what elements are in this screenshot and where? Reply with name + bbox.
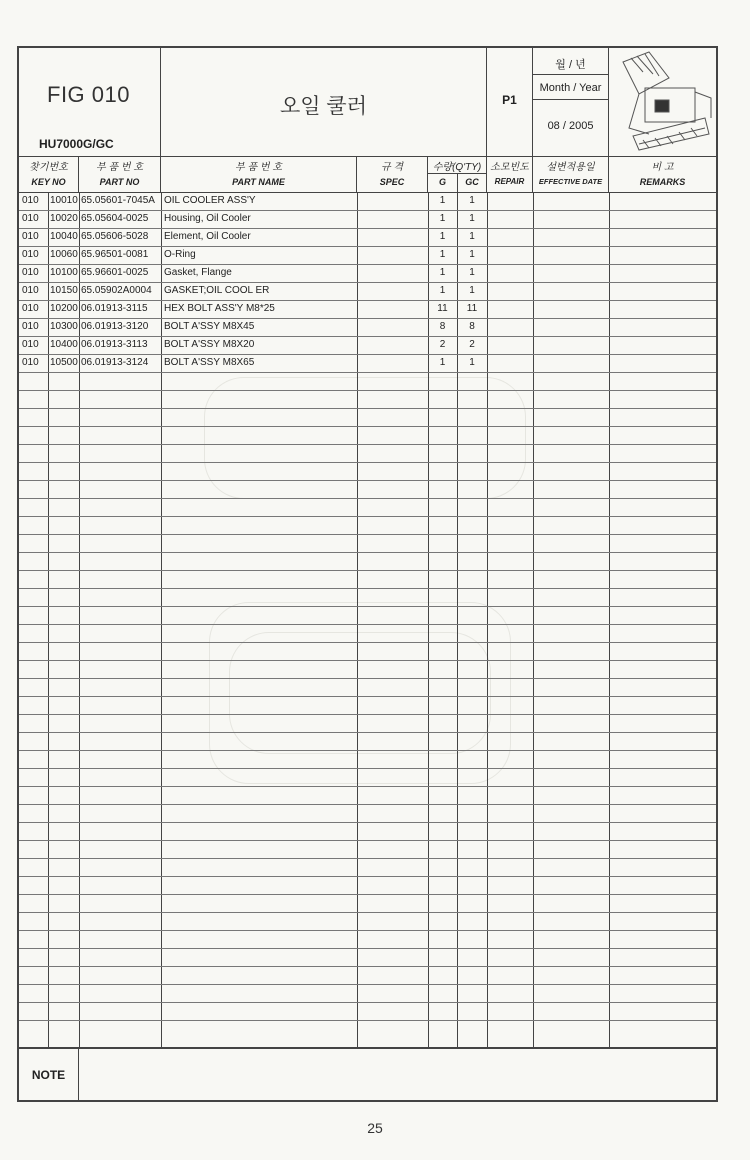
part-name: BOLT A'SSY M8X45 xyxy=(164,321,255,332)
fig-number: FIG 010 xyxy=(47,82,130,107)
column-effective-date xyxy=(533,156,609,192)
column-key-no xyxy=(19,156,79,192)
note-section xyxy=(19,1047,716,1102)
table-row xyxy=(19,246,716,264)
qty-g: 1 xyxy=(439,285,446,296)
part-number: 06.01913-3113 xyxy=(81,339,148,350)
part-name: BOLT A'SSY M8X20 xyxy=(164,339,255,350)
column-remarks-en: REMARKS xyxy=(639,177,686,187)
column-part-name xyxy=(161,156,357,192)
part-number: 65.96601-0025 xyxy=(81,267,149,278)
column-qty-kr: 수량(Q'TY) xyxy=(432,162,482,173)
month-year-kr: 월 / 년 xyxy=(555,59,586,71)
excavator-illustration-icon xyxy=(609,48,716,156)
key-number: 10020 xyxy=(50,213,78,224)
qty-gc: 1 xyxy=(469,285,475,296)
column-part-name-en: PART NAME xyxy=(232,177,285,187)
part-number: 06.01913-3124 xyxy=(81,357,149,368)
part-name: BOLT A'SSY M8X65 xyxy=(164,357,255,368)
page-title: 오일 쿨러 xyxy=(280,95,367,118)
column-spec-en: SPEC xyxy=(379,177,405,187)
fig-code: 010 xyxy=(22,213,39,224)
key-number: 10200 xyxy=(50,303,78,314)
qty-gc: 2 xyxy=(469,339,475,350)
table-row xyxy=(19,354,716,372)
column-repair-kr: 소모빈도 xyxy=(490,162,529,173)
qty-gc: 1 xyxy=(469,249,475,260)
column-repair xyxy=(487,156,533,192)
part-name: Housing, Oil Cooler xyxy=(164,213,251,224)
column-key-no-kr: 찾기번호 xyxy=(29,162,68,173)
qty-gc: 11 xyxy=(466,303,478,314)
column-effective-date-kr: 설변적용일 xyxy=(546,162,595,173)
column-qty xyxy=(428,156,487,192)
fig-code: 010 xyxy=(22,267,39,278)
column-remarks xyxy=(609,156,716,192)
part-number: 06.01913-3120 xyxy=(81,321,149,332)
table-row xyxy=(19,264,716,282)
qty-gc: 1 xyxy=(469,213,475,224)
part-number: 65.05601-7045A xyxy=(81,195,155,206)
page-code: P1 xyxy=(502,93,517,107)
key-number: 10010 xyxy=(50,195,78,206)
key-number: 10500 xyxy=(50,357,78,368)
qty-g: 1 xyxy=(439,195,446,206)
table-row xyxy=(19,300,716,318)
column-remarks-kr: 비 고 xyxy=(651,162,674,173)
qty-gc: 1 xyxy=(469,195,475,206)
column-part-name-kr: 부 품 번 호 xyxy=(235,162,282,173)
page-code-cell xyxy=(487,48,533,156)
column-spec-kr: 규 격 xyxy=(380,162,404,173)
part-name: Element, Oil Cooler xyxy=(164,231,251,242)
month-year-cell xyxy=(533,48,609,156)
qty-g: 1 xyxy=(439,267,446,278)
part-number: 65.05604-0025 xyxy=(81,213,149,224)
fig-code: 010 xyxy=(22,285,39,296)
issue-date: 08 / 2005 xyxy=(547,120,594,132)
qty-gc: 1 xyxy=(469,267,475,278)
qty-gc: 1 xyxy=(469,231,475,242)
fig-code: 010 xyxy=(22,303,39,314)
fig-code: 010 xyxy=(22,249,39,260)
key-number: 10100 xyxy=(50,267,78,278)
sheet-header xyxy=(19,48,716,157)
key-number: 10400 xyxy=(50,339,78,350)
qty-g: 1 xyxy=(439,231,446,242)
key-number: 10150 xyxy=(50,285,78,296)
qty-g: 2 xyxy=(439,339,446,350)
table-row xyxy=(19,336,716,354)
column-key-no-en: KEY NO xyxy=(31,177,66,187)
table-row xyxy=(19,192,716,210)
page-number: 25 xyxy=(367,1120,383,1136)
column-qty-g: G xyxy=(438,177,446,187)
part-number: 65.05902A0004 xyxy=(81,285,152,296)
parts-list-sheet xyxy=(17,46,718,1102)
qty-gc: 1 xyxy=(469,357,475,368)
column-qty-gc: GC xyxy=(465,177,479,187)
fig-code: 010 xyxy=(22,339,39,350)
qty-gc: 8 xyxy=(469,321,475,332)
table-row xyxy=(19,282,716,300)
qty-g: 1 xyxy=(439,357,446,368)
fig-code: 010 xyxy=(22,195,39,206)
table-row xyxy=(19,210,716,228)
fig-code: 010 xyxy=(22,231,39,242)
key-number: 10060 xyxy=(50,249,78,260)
column-part-no-kr: 부 품 번 호 xyxy=(96,162,143,173)
column-spec xyxy=(357,156,428,192)
key-number: 10300 xyxy=(50,321,78,332)
title-cell xyxy=(161,48,487,156)
column-part-no xyxy=(79,156,161,192)
part-name: GASKET;OIL COOL ER xyxy=(164,285,270,296)
qty-g: 8 xyxy=(439,321,446,332)
qty-g: 1 xyxy=(439,213,446,224)
machine-illustration-cell xyxy=(609,48,716,156)
column-repair-en: REPAIR xyxy=(494,177,525,186)
part-name: OIL COOLER ASS'Y xyxy=(164,195,256,206)
fig-cell xyxy=(19,48,161,156)
part-name: Gasket, Flange xyxy=(164,267,232,278)
column-effective-date-en: EFFECTIVE DATE xyxy=(538,177,603,186)
part-name: HEX BOLT ASS'Y M8*25 xyxy=(164,303,275,314)
part-number: 65.05606-5028 xyxy=(81,231,149,242)
qty-g: 1 xyxy=(439,249,446,260)
table-row xyxy=(19,318,716,336)
key-number: 10040 xyxy=(50,231,78,242)
fig-code: 010 xyxy=(22,321,39,332)
fig-code: 010 xyxy=(22,357,39,368)
month-year-label: Month / Year xyxy=(533,74,608,100)
part-name: O-Ring xyxy=(164,249,196,260)
part-number: 06.01913-3115 xyxy=(81,303,148,314)
table-row xyxy=(19,228,716,246)
part-number: 65.96501-0081 xyxy=(81,249,149,260)
parts-table-body xyxy=(19,192,716,1047)
model-name: HU7000G/GC xyxy=(39,137,114,151)
qty-g: 11 xyxy=(437,303,448,314)
column-header-row xyxy=(19,156,716,193)
column-part-no-en: PART NO xyxy=(99,177,140,187)
note-label: NOTE xyxy=(19,1049,79,1102)
